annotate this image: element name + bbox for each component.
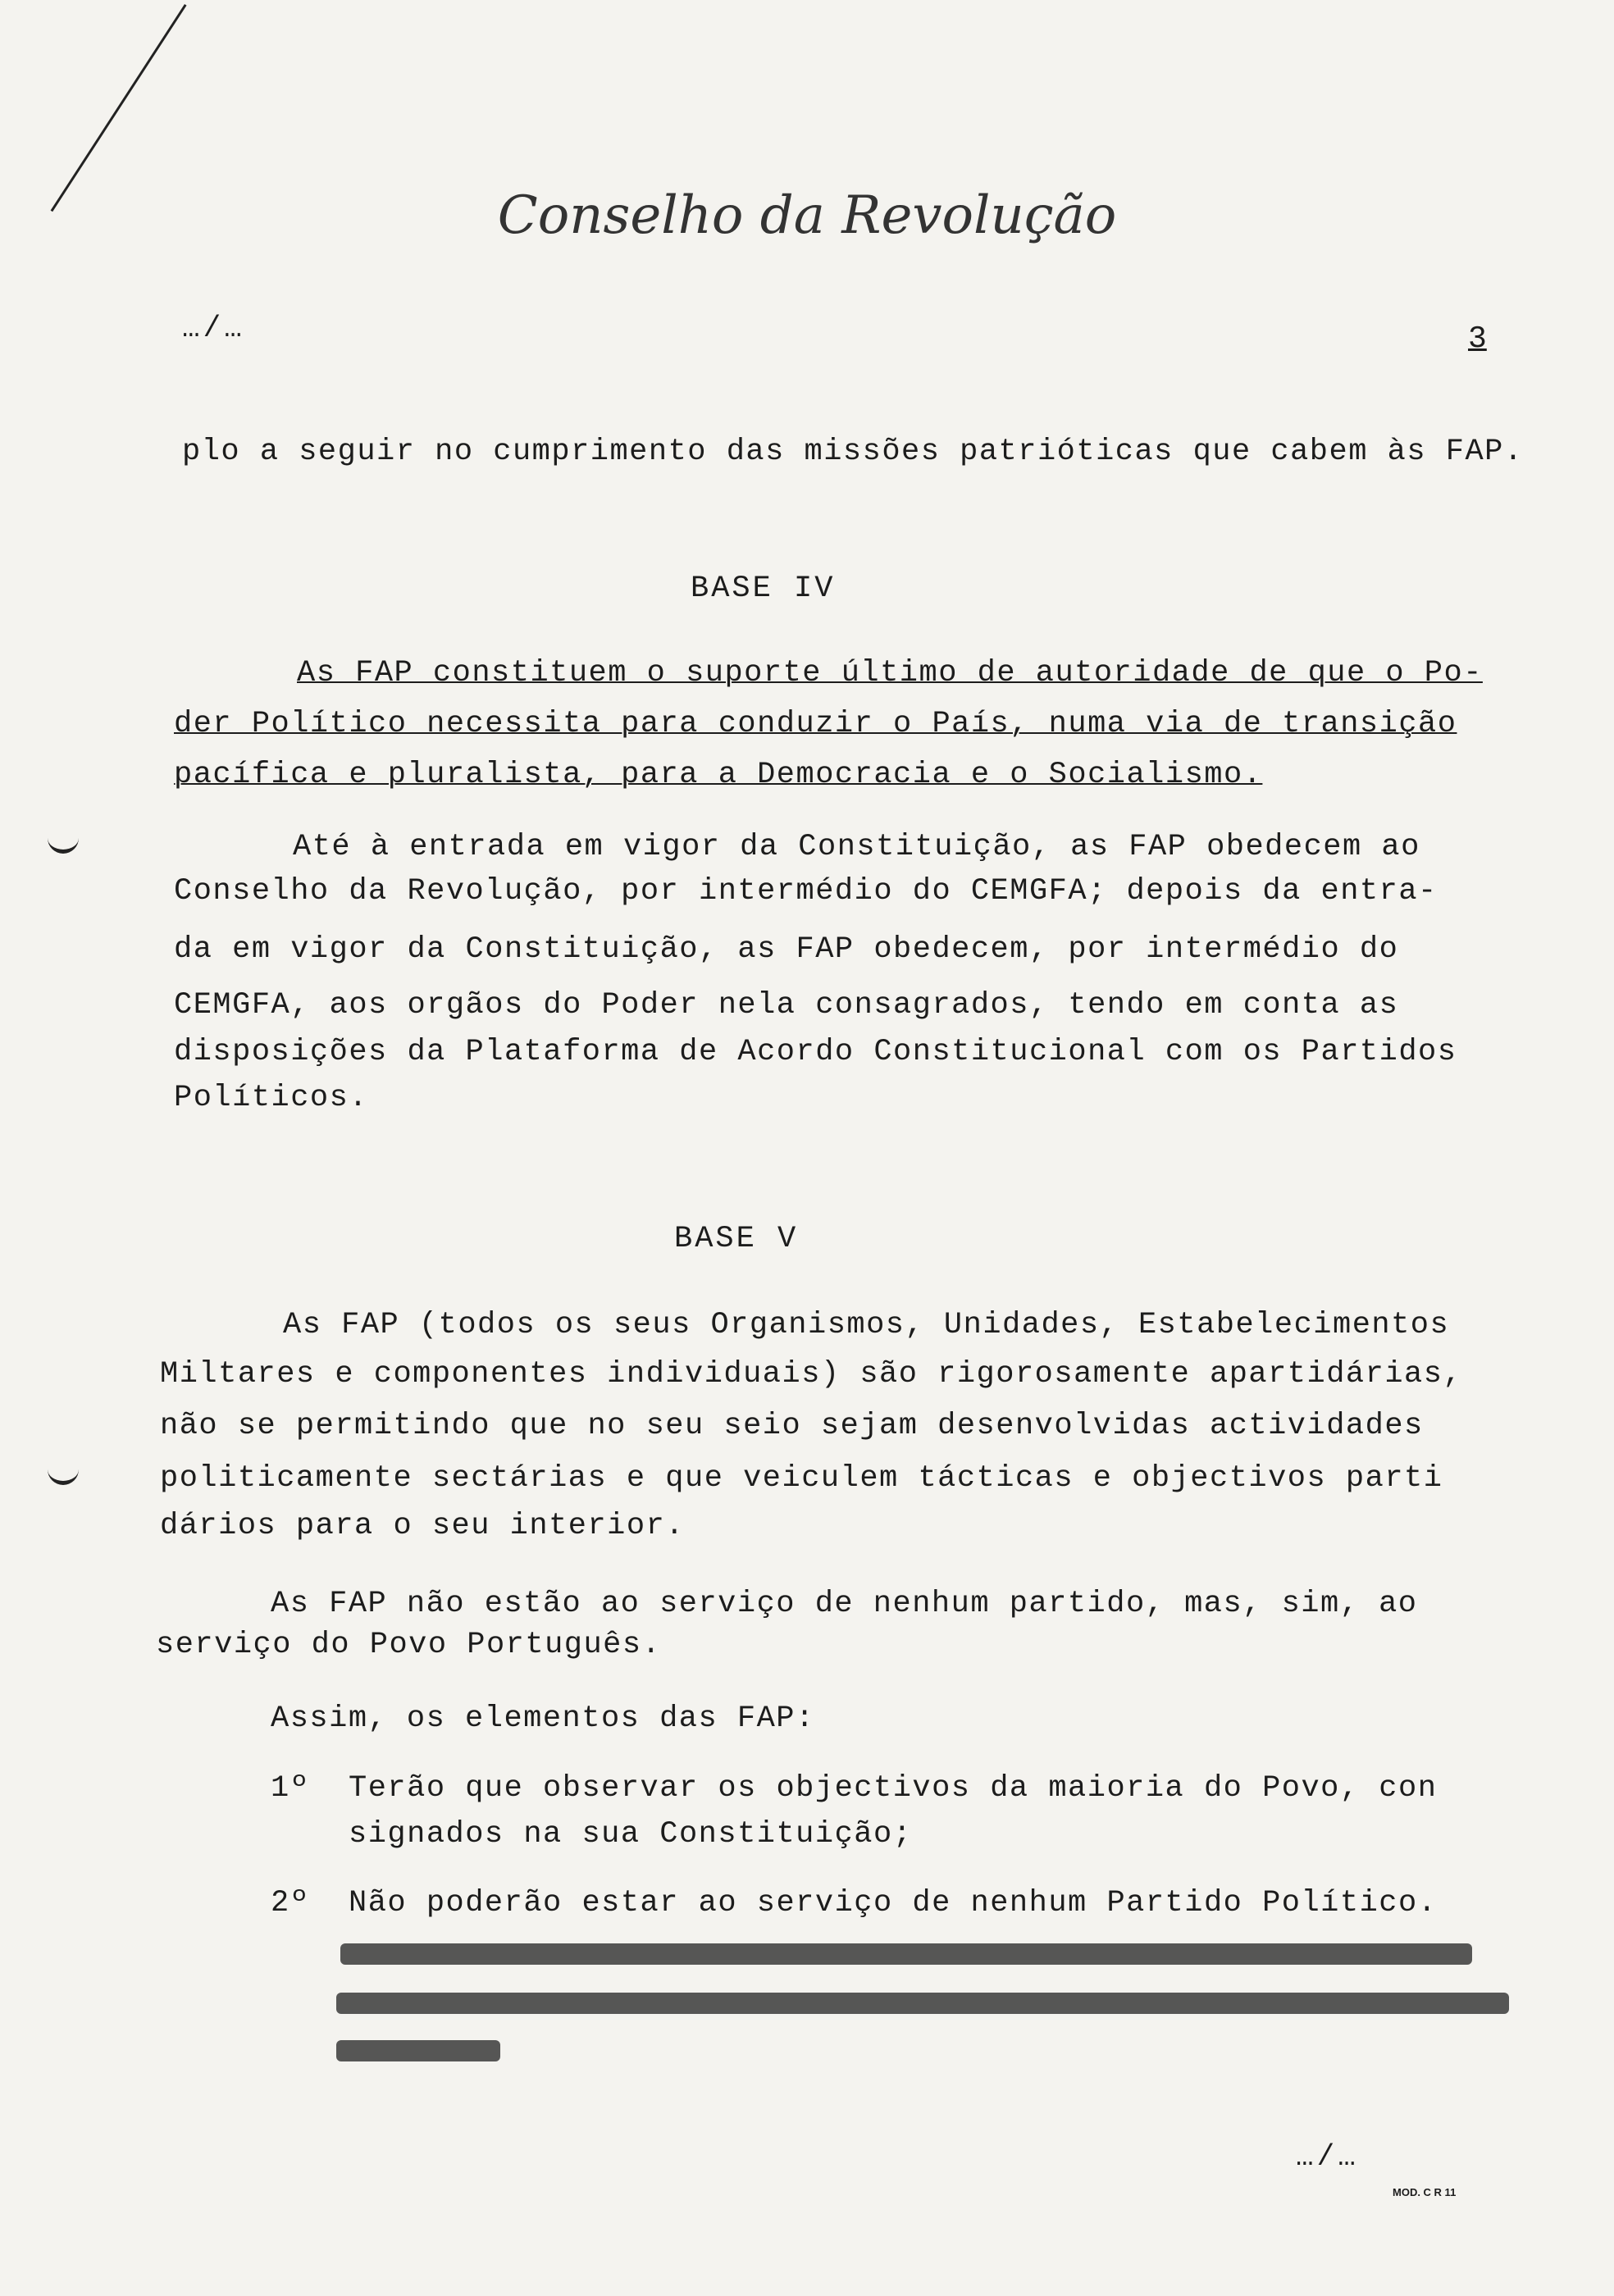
list-item-line: Não poderão estar ao serviço de nenhum Partido Político. [349, 1886, 1438, 1920]
list-item-number: 1º [271, 1771, 310, 1806]
form-code: MOD. C R 11 [1393, 2186, 1457, 2198]
section-heading-base-v: BASE V [674, 1222, 799, 1256]
intro-line: plo a seguir no cumprimento das missões patrióticas que cabem às FAP. [182, 435, 1524, 469]
paragraph-line: der Político necessita para conduzir o País, numa via de transição [174, 707, 1457, 741]
paragraph-line: As FAP não estão ao serviço de nenhum partido, mas, sim, ao [271, 1587, 1418, 1621]
list-intro: Assim, os elementos das FAP: [271, 1702, 815, 1736]
paragraph-line: pacífica e pluralista, para a Democracia e o Socialismo. [174, 758, 1263, 792]
redacted-line [336, 2040, 500, 2061]
paragraph-line: serviço do Povo Português. [156, 1628, 662, 1662]
paragraph-line: não se permitindo que no seu seio sejam desenvolvidas actividades [160, 1409, 1424, 1443]
continued-mark-bottom: …/… [1296, 2140, 1359, 2174]
section-heading-base-iv: BASE IV [691, 572, 836, 606]
paragraph-line: Até à entrada em vigor da Constituição, as FAP obedecem ao [293, 830, 1420, 864]
paragraph-line: As FAP constituem o suporte último de autoridade de que o Po- [297, 656, 1483, 690]
list-item-number: 2º [271, 1886, 310, 1920]
redacted-line [336, 1993, 1509, 2014]
redacted-line [340, 1943, 1472, 1965]
paragraph-line: Conselho da Revolução, por intermédio do CEMGFA; depois da entra- [174, 874, 1438, 909]
list-item-line: signados na sua Constituição; [349, 1817, 913, 1852]
paragraph-line: politicamente sectárias e que veiculem tácticas e objectivos parti [160, 1461, 1443, 1496]
paragraph-line: Políticos. [174, 1081, 369, 1115]
margin-bracket-mark [48, 1460, 79, 1485]
paragraph-line: CEMGFA, aos orgãos do Poder nela consagrados, tendo em conta as [174, 988, 1399, 1023]
margin-pen-stroke [51, 4, 187, 212]
page-number: 3 [1468, 321, 1487, 357]
continued-mark-top: …/… [182, 312, 245, 345]
paragraph-line: Miltares e componentes individuais) são rigorosamente apartidárias, [160, 1357, 1463, 1392]
paragraph-line: disposições da Plataforma de Acordo Constitucional com os Partidos [174, 1035, 1457, 1069]
margin-bracket-mark [48, 828, 79, 854]
paragraph-line: da em vigor da Constituição, as FAP obedecem, por intermédio do [174, 932, 1399, 967]
list-item-line: Terão que observar os objectivos da maioria do Povo, con [349, 1771, 1438, 1806]
paragraph-line: dários para o seu interior. [160, 1509, 685, 1543]
paragraph-line: As FAP (todos os seus Organismos, Unidades, Estabelecimentos [283, 1308, 1450, 1342]
letterhead: Conselho da Revolução [497, 185, 1117, 246]
